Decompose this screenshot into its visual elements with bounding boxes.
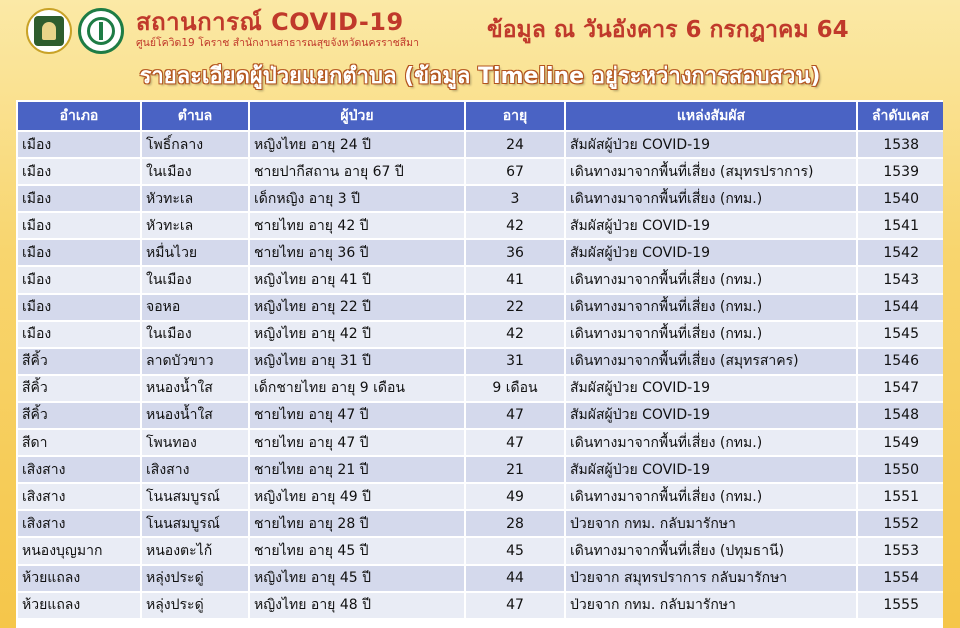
table-row [17, 131, 943, 158]
source-cell: สัมผัสผู้ป่วย COVID-19 [565, 212, 857, 239]
column-header-subdistrict: ตำบล [141, 101, 249, 131]
district-cell: ห้วยแถลง [17, 565, 141, 592]
source-cell: ป่วยจาก สมุทรปราการ กลับมารักษา [565, 565, 857, 592]
table-heading: รายละเอียดผู้ป่วยแยกตำบล (ข้อมูล Timeline อยู่ระหว่างการสอบสวน) [139, 64, 821, 89]
case-table [16, 100, 943, 620]
table-row [17, 592, 943, 619]
subdistrict-cell: จอหอ [141, 294, 249, 321]
case-number-cell: 1551 [857, 483, 943, 510]
age-cell: 49 [465, 483, 565, 510]
table-row [17, 212, 943, 239]
district-cell: เสิงสาง [17, 456, 141, 483]
report-date: ข้อมูล ณ วันอังคาร 6 กรกฎาคม 64 [487, 17, 849, 43]
case-number-cell: 1549 [857, 429, 943, 456]
column-header-case-number: ลำดับเคส [857, 101, 943, 131]
source-cell: ป่วยจาก กทม. กลับมารักษา [565, 510, 857, 537]
district-cell: เมือง [17, 266, 141, 293]
patient-cell: ชายไทย อายุ 45 ปี [249, 537, 465, 564]
patient-cell: ชายไทย อายุ 47 ปี [249, 402, 465, 429]
case-number-cell: 1554 [857, 565, 943, 592]
district-cell: เมือง [17, 294, 141, 321]
source-cell: เดินทางมาจากพื้นที่เสี่ยง (กทม.) [565, 483, 857, 510]
source-cell: สัมผัสผู้ป่วย COVID-19 [565, 402, 857, 429]
case-number-cell: 1548 [857, 402, 943, 429]
age-cell: 24 [465, 131, 565, 158]
table-row [17, 375, 943, 402]
patient-cell: หญิงไทย อายุ 49 ปี [249, 483, 465, 510]
patient-cell: ชายปากีสถาน อายุ 67 ปี [249, 158, 465, 185]
table-row [17, 429, 943, 456]
column-header-patient: ผู้ป่วย [249, 101, 465, 131]
case-number-cell: 1542 [857, 239, 943, 266]
subdistrict-cell: หนองน้ำใส [141, 402, 249, 429]
patient-cell: ชายไทย อายุ 36 ปี [249, 239, 465, 266]
patient-cell: ชายไทย อายุ 47 ปี [249, 429, 465, 456]
source-cell: เดินทางมาจากพื้นที่เสี่ยง (กทม.) [565, 266, 857, 293]
ministry-health-logo-icon [78, 8, 124, 54]
source-cell: เดินทางมาจากพื้นที่เสี่ยง (สมุทรปราการ) [565, 158, 857, 185]
age-cell: 3 [465, 185, 565, 212]
table-row [17, 294, 943, 321]
case-number-cell: 1552 [857, 510, 943, 537]
district-cell: เสิงสาง [17, 510, 141, 537]
subdistrict-cell: โนนสมบูรณ์ [141, 510, 249, 537]
seal-logo-icon [26, 8, 72, 54]
age-cell: 31 [465, 348, 565, 375]
case-number-cell: 1553 [857, 537, 943, 564]
source-cell: เดินทางมาจากพื้นที่เสี่ยง (กทม.) [565, 185, 857, 212]
patient-cell: เด็กชายไทย อายุ 9 เดือน [249, 375, 465, 402]
table-row [17, 348, 943, 375]
subdistrict-cell: โพนทอง [141, 429, 249, 456]
case-number-cell: 1541 [857, 212, 943, 239]
column-header-source: แหล่งสัมผัส [565, 101, 857, 131]
district-cell: สีคิ้ว [17, 402, 141, 429]
age-cell: 22 [465, 294, 565, 321]
patient-cell: หญิงไทย อายุ 41 ปี [249, 266, 465, 293]
district-cell: เมือง [17, 212, 141, 239]
age-cell: 36 [465, 239, 565, 266]
case-number-cell: 1545 [857, 321, 943, 348]
case-number-cell: 1547 [857, 375, 943, 402]
patient-cell: ชายไทย อายุ 42 ปี [249, 212, 465, 239]
district-cell: สีดา [17, 429, 141, 456]
source-cell: เดินทางมาจากพื้นที่เสี่ยง (ปทุมธานี) [565, 537, 857, 564]
age-cell: 28 [465, 510, 565, 537]
subdistrict-cell: ในเมือง [141, 321, 249, 348]
subdistrict-cell: โนนสมบูรณ์ [141, 483, 249, 510]
source-cell: สัมผัสผู้ป่วย COVID-19 [565, 131, 857, 158]
patient-cell: หญิงไทย อายุ 42 ปี [249, 321, 465, 348]
case-number-cell: 1543 [857, 266, 943, 293]
table-row [17, 321, 943, 348]
district-cell: สีคิ้ว [17, 348, 141, 375]
district-cell: สีคิ้ว [17, 375, 141, 402]
case-number-cell: 1546 [857, 348, 943, 375]
subdistrict-cell: ในเมือง [141, 266, 249, 293]
district-cell: เสิงสาง [17, 483, 141, 510]
district-cell: เมือง [17, 185, 141, 212]
source-cell: เดินทางมาจากพื้นที่เสี่ยง (กทม.) [565, 294, 857, 321]
case-table-container [16, 100, 943, 628]
subdistrict-cell: หลุ่งประดู่ [141, 565, 249, 592]
subdistrict-cell: หมื่นไวย [141, 239, 249, 266]
case-number-cell: 1550 [857, 456, 943, 483]
subdistrict-cell: หนองตะไก้ [141, 537, 249, 564]
age-cell: 67 [465, 158, 565, 185]
district-cell: เมือง [17, 131, 141, 158]
table-row [17, 456, 943, 483]
column-header-age: อายุ [465, 101, 565, 131]
source-cell: สัมผัสผู้ป่วย COVID-19 [565, 239, 857, 266]
subdistrict-cell: หนองน้ำใส [141, 375, 249, 402]
source-cell: เดินทางมาจากพื้นที่เสี่ยง (สมุทรสาคร) [565, 348, 857, 375]
subdistrict-cell: เสิงสาง [141, 456, 249, 483]
case-number-cell: 1555 [857, 592, 943, 619]
age-cell: 45 [465, 537, 565, 564]
page-subtitle: ศูนย์โควิด19 โคราช สำนักงานสาธารณสุขจังหวัดนครราชสีมา [136, 37, 419, 49]
header [0, 0, 960, 95]
subdistrict-cell: ในเมือง [141, 158, 249, 185]
case-number-cell: 1540 [857, 185, 943, 212]
source-cell: เดินทางมาจากพื้นที่เสี่ยง (กทม.) [565, 321, 857, 348]
age-cell: 47 [465, 402, 565, 429]
subdistrict-cell: หัวทะเล [141, 185, 249, 212]
patient-cell: เด็กหญิง อายุ 3 ปี [249, 185, 465, 212]
table-row [17, 565, 943, 592]
table-row [17, 510, 943, 537]
patient-cell: หญิงไทย อายุ 24 ปี [249, 131, 465, 158]
source-cell: เดินทางมาจากพื้นที่เสี่ยง (กทม.) [565, 429, 857, 456]
subdistrict-cell: หลุ่งประดู่ [141, 592, 249, 619]
case-number-cell: 1539 [857, 158, 943, 185]
page-title: สถานการณ์ COVID-19 [136, 8, 404, 36]
table-row [17, 537, 943, 564]
source-cell: ป่วยจาก กทม. กลับมารักษา [565, 592, 857, 619]
column-header-district: อำเภอ [17, 101, 141, 131]
source-cell: สัมผัสผู้ป่วย COVID-19 [565, 456, 857, 483]
table-row [17, 402, 943, 429]
district-cell: หนองบุญมาก [17, 537, 141, 564]
district-cell: เมือง [17, 321, 141, 348]
table-header-row [17, 101, 943, 131]
patient-cell: หญิงไทย อายุ 45 ปี [249, 565, 465, 592]
patient-cell: ชายไทย อายุ 21 ปี [249, 456, 465, 483]
case-number-cell: 1544 [857, 294, 943, 321]
patient-cell: ชายไทย อายุ 28 ปี [249, 510, 465, 537]
subdistrict-cell: หัวทะเล [141, 212, 249, 239]
age-cell: 21 [465, 456, 565, 483]
district-cell: เมือง [17, 239, 141, 266]
patient-cell: หญิงไทย อายุ 48 ปี [249, 592, 465, 619]
table-row [17, 158, 943, 185]
district-cell: เมือง [17, 158, 141, 185]
subdistrict-cell: ลาดบัวขาว [141, 348, 249, 375]
age-cell: 41 [465, 266, 565, 293]
table-row [17, 239, 943, 266]
table-row [17, 185, 943, 212]
age-cell: 9 เดือน [465, 375, 565, 402]
table-row [17, 483, 943, 510]
district-cell: ห้วยแถลง [17, 592, 141, 619]
case-number-cell: 1538 [857, 131, 943, 158]
age-cell: 47 [465, 592, 565, 619]
patient-cell: หญิงไทย อายุ 31 ปี [249, 348, 465, 375]
age-cell: 44 [465, 565, 565, 592]
source-cell: สัมผัสผู้ป่วย COVID-19 [565, 375, 857, 402]
age-cell: 47 [465, 429, 565, 456]
subdistrict-cell: โพธิ์กลาง [141, 131, 249, 158]
patient-cell: หญิงไทย อายุ 22 ปี [249, 294, 465, 321]
table-row [17, 266, 943, 293]
age-cell: 42 [465, 321, 565, 348]
age-cell: 42 [465, 212, 565, 239]
